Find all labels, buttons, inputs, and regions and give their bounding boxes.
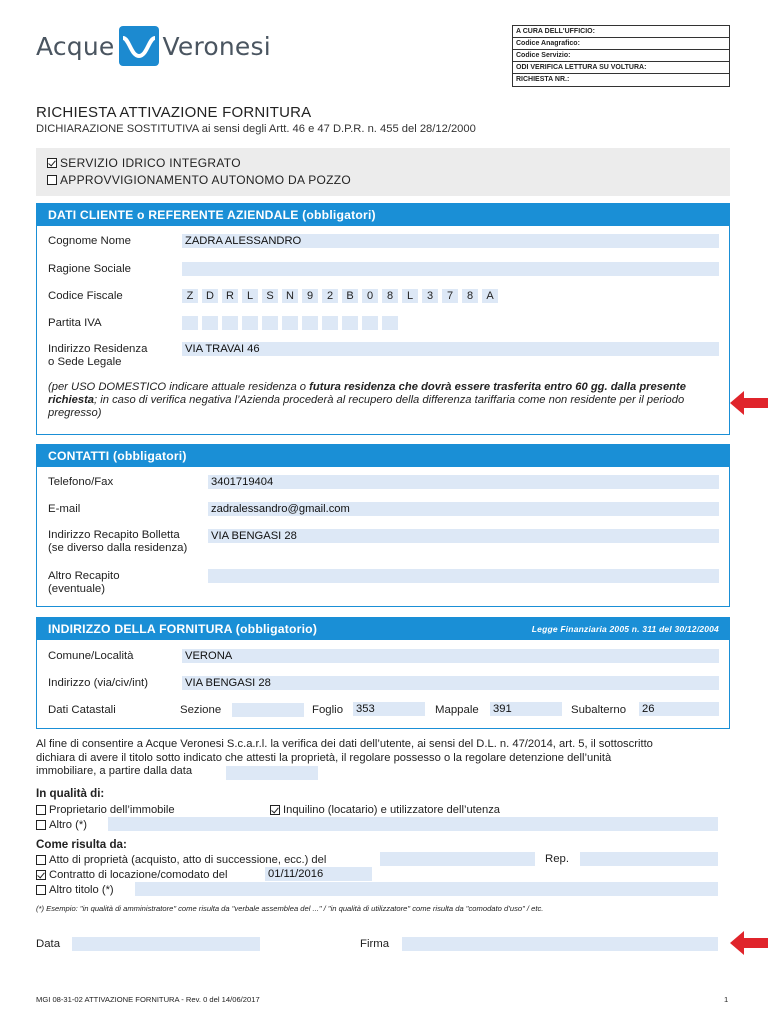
cf-char-box[interactable]: 0 xyxy=(362,289,378,303)
atto-label: Atto di proprietà (acquisto, atto di successione, ecc.) del xyxy=(49,853,327,866)
cf-char-box[interactable]: 2 xyxy=(322,289,338,303)
logo-text-left: Acque xyxy=(36,31,115,61)
cf-char-box[interactable]: D xyxy=(202,289,218,303)
section-heading-text: CONTATTI (obbligatori) xyxy=(48,449,187,463)
firma-label: Firma xyxy=(360,938,390,950)
piva-char-box[interactable] xyxy=(302,316,318,330)
rep-label: Rep. xyxy=(545,853,570,865)
altro-titolo-field[interactable] xyxy=(135,882,718,896)
ragione-label: Ragione Sociale xyxy=(48,263,131,275)
recapito-bolletta-field[interactable]: VIA BENGASI 28 xyxy=(208,529,719,543)
email-field[interactable]: zadralessandro@gmail.com xyxy=(208,502,719,516)
indirizzo-fornitura-field[interactable]: VIA BENGASI 28 xyxy=(182,676,719,690)
proprietario-label: Proprietario dell’immobile xyxy=(49,803,175,816)
section-heading xyxy=(37,204,729,226)
data-label: Data xyxy=(36,938,61,950)
cf-char-box[interactable]: A xyxy=(482,289,498,303)
indirizzo-residenza-field[interactable]: VIA TRAVAI 46 xyxy=(182,342,719,356)
footer-code: MGI 08-31-02 ATTIVAZIONE FORNITURA - Rev. 0 del 14/06/2017 xyxy=(36,995,260,1004)
subalterno-label: Subalterno xyxy=(571,704,627,716)
cf-char-box[interactable]: 9 xyxy=(302,289,318,303)
comune-field[interactable]: VERONA xyxy=(182,649,719,663)
cf-char-box[interactable]: R xyxy=(222,289,238,303)
office-row: Codice Servizio: xyxy=(513,50,729,62)
declaration-line: immobiliare, a partire dalla data xyxy=(36,765,193,777)
contratto-label: Contratto di locazione/comodato del xyxy=(49,868,228,881)
data-field[interactable] xyxy=(72,937,260,951)
cognome-field[interactable]: ZADRA ALESSANDRO xyxy=(182,234,719,248)
cf-char-box[interactable]: 8 xyxy=(382,289,398,303)
cf-char-box[interactable]: S xyxy=(262,289,278,303)
risulta-heading: Come risulta da: xyxy=(36,838,127,851)
inquilino-label: Inquilino (locatario) e utilizzatore dell’utenza xyxy=(283,803,501,816)
telefono-field[interactable]: 3401719404 xyxy=(208,475,719,489)
altro-recapito-field[interactable] xyxy=(208,569,719,583)
piva-char-box[interactable] xyxy=(222,316,238,330)
office-row: ODI VERIFICA LETTURA SU VOLTURA: xyxy=(513,62,729,74)
indirizzo-label: Indirizzo Residenza o Sede Legale xyxy=(48,343,148,368)
cf-char-box[interactable]: 7 xyxy=(442,289,458,303)
mappale-field[interactable]: 391 xyxy=(490,702,562,716)
declaration-line: dichiara di avere il titolo sotto indicato che attesti la proprietà, il regolare possesso o la regolare detenzione dell’unità xyxy=(36,751,612,764)
foglio-label: Foglio xyxy=(312,704,344,716)
cf-char-box[interactable]: 8 xyxy=(462,289,478,303)
indirizzo-fornitura-label: Indirizzo (via/civ/int) xyxy=(48,677,149,689)
service-option-2-label: APPROVVIGIONAMENTO AUTONOMO DA POZZO xyxy=(60,172,352,187)
residence-note: (per USO DOMESTICO indicare attuale residenza o futura residenza che dovrà essere trasferita entro 60 gg. dalla presente richiesta; in caso di verifica negativa l’Azienda procederà al recupero della differenza tariffaria come non residente per il periodo pregresso) xyxy=(48,381,686,419)
checkbox-icon[interactable] xyxy=(36,820,46,830)
dati-catastali-label: Dati Catastali xyxy=(48,704,116,716)
section-heading xyxy=(37,445,729,467)
cf-char-box[interactable]: B xyxy=(342,289,358,303)
piva-char-box[interactable] xyxy=(182,316,198,330)
checkbox-icon[interactable] xyxy=(36,805,46,815)
section-heading-text: INDIRIZZO DELLA FORNITURA (obbligatorio) xyxy=(48,622,318,636)
declaration-text xyxy=(36,738,730,779)
altro-qualita-label: Altro (*) xyxy=(49,818,87,831)
page-number: 1 xyxy=(724,995,729,1004)
checkbox-checked-icon[interactable] xyxy=(36,870,46,880)
office-row: Codice Anagrafico: xyxy=(513,38,729,50)
office-row: RICHIESTA NR.: xyxy=(516,76,570,83)
piva-char-box[interactable] xyxy=(382,316,398,330)
section-fornitura xyxy=(36,617,730,729)
altro-titolo-label: Altro titolo (*) xyxy=(49,883,114,896)
checkbox-icon[interactable] xyxy=(36,855,46,865)
section-contatti xyxy=(36,444,730,607)
checkbox-checked-icon[interactable] xyxy=(47,158,57,168)
service-option-1-label: SERVIZIO IDRICO INTEGRATO xyxy=(60,155,241,170)
logo-wave-icon xyxy=(119,26,159,66)
altro-qualita-option[interactable] xyxy=(36,816,87,833)
declaration-line: Al fine di consentire a Acque Veronesi S.c.a.r.l. la verifica dei dati dell’utente, ai sensi del D.L. n. 47/2014, art. 5, il sottoscritto xyxy=(36,738,653,750)
page-subtitle: DICHIARAZIONE SOSTITUTIVA ai sensi degli Artt. 46 e 47 D.P.R. n. 455 del 28/12/2000 xyxy=(36,123,476,135)
service-option-1[interactable] xyxy=(47,154,719,171)
sezione-label: Sezione xyxy=(180,704,222,716)
rep-field[interactable] xyxy=(580,852,718,866)
comune-label: Comune/Località xyxy=(48,650,134,662)
piva-char-box[interactable] xyxy=(202,316,218,330)
piva-label: Partita IVA xyxy=(48,317,102,329)
cognome-label: Cognome Nome xyxy=(48,235,131,247)
piva-char-box[interactable] xyxy=(342,316,358,330)
office-use-box xyxy=(512,25,730,87)
arrow-left-icon xyxy=(730,391,768,415)
inquilino-option[interactable] xyxy=(270,801,500,818)
cf-char-box[interactable]: Z xyxy=(182,289,198,303)
piva-char-box[interactable] xyxy=(282,316,298,330)
subalterno-field[interactable]: 26 xyxy=(639,702,719,716)
cf-char-box[interactable]: L xyxy=(242,289,258,303)
service-choice-box xyxy=(36,148,730,196)
cf-char-box[interactable]: L xyxy=(402,289,418,303)
section-heading-text: DATI CLIENTE o REFERENTE AZIENDALE (obbligatori) xyxy=(48,208,376,222)
altro-titolo-option[interactable] xyxy=(36,881,114,898)
arrow-left-icon xyxy=(730,931,768,955)
contratto-data-field[interactable]: 01/11/2016 xyxy=(265,867,372,881)
altro-recapito-label: Altro Recapito (eventuale) xyxy=(48,570,120,595)
qualita-heading: In qualità di: xyxy=(36,787,105,800)
atto-data-field[interactable] xyxy=(380,852,535,866)
ragione-field[interactable] xyxy=(182,262,719,276)
recapito-label: Indirizzo Recapito Bolletta (se diverso dalla residenza) xyxy=(48,529,188,554)
mappale-label: Mappale xyxy=(435,704,479,716)
foglio-field[interactable]: 353 xyxy=(353,702,425,716)
data-decorrenza-field[interactable] xyxy=(226,766,318,780)
piva-char-box[interactable] xyxy=(262,316,278,330)
legge-note: Legge Finanziaria 2005 n. 311 del 30/12/2004 xyxy=(531,624,719,634)
esempio-note: (*) Esempio: "in qualità di amministratore" come risulta da "verbale assemblea del ..." / "in qualità di utilizzatore" come risulta da "comodato d’uso" / etc. xyxy=(36,904,544,913)
checkbox-checked-icon[interactable] xyxy=(270,805,280,815)
telefono-label: Telefono/Fax xyxy=(48,476,114,488)
altro-qualita-field[interactable] xyxy=(108,817,718,831)
cf-char-box[interactable]: 3 xyxy=(422,289,438,303)
service-option-2[interactable] xyxy=(47,171,719,188)
checkbox-icon[interactable] xyxy=(47,175,57,185)
page-title: RICHIESTA ATTIVAZIONE FORNITURA xyxy=(36,104,312,121)
email-label: E-mail xyxy=(48,503,81,515)
section-dati-cliente xyxy=(36,203,730,435)
company-logo xyxy=(36,24,271,68)
office-row: A CURA DELL'UFFICIO: xyxy=(513,26,729,38)
sezione-field[interactable] xyxy=(232,703,304,717)
section-heading xyxy=(37,618,729,640)
piva-char-box[interactable] xyxy=(322,316,338,330)
logo-text-right: Veronesi xyxy=(162,31,271,61)
cf-label: Codice Fiscale xyxy=(48,290,123,302)
firma-field[interactable] xyxy=(402,937,718,951)
piva-char-box[interactable] xyxy=(242,316,258,330)
piva-char-box[interactable] xyxy=(362,316,378,330)
checkbox-icon[interactable] xyxy=(36,885,46,895)
cf-char-box[interactable]: N xyxy=(282,289,298,303)
